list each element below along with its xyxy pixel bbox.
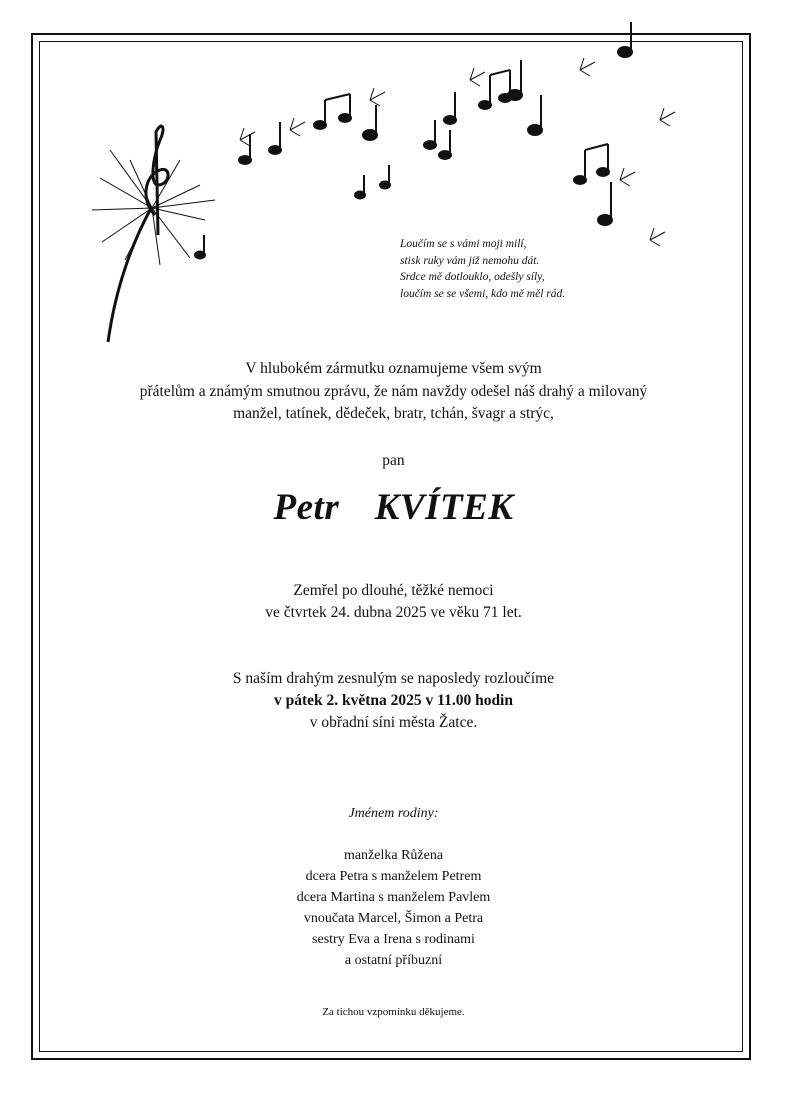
funeral-info (0, 668, 787, 734)
dandelion-music-notes-illustration (40, 10, 740, 350)
poem-line: stisk ruky vám již nemohu dát. (400, 254, 540, 267)
family-members (0, 845, 787, 971)
announcement-line: V hlubokém zármutku oznamujeme všem svým (245, 360, 542, 377)
farewell-poem (400, 236, 565, 302)
family-member: dcera Martina s manželem Pavlem (296, 890, 491, 905)
death-info (0, 580, 787, 624)
death-line: ve čtvrtek 24. dubna 2025 ve věku 71 let. (265, 604, 522, 621)
death-line: Zemřel po dlouhé, těžké nemoci (293, 582, 494, 599)
family-member: dcera Petra s manželem Petrem (305, 869, 482, 884)
deceased-name: Petr KVÍTEK (273, 487, 514, 528)
poem-line: Loučím se s vámi moji milí, (400, 238, 527, 250)
family-member: manželka Růžena (343, 848, 444, 863)
closing-thanks: Za tichou vzpomínku děkujeme. (322, 1006, 465, 1018)
announcement-line: přátelům a známým smutnou zprávu, že nám navždy odešel náš drahý a milovaný (139, 382, 648, 400)
announcement-line: manžel, tatínek, dědeček, bratr, tchán, švagr a strýc, (233, 405, 554, 422)
honorific: pan (382, 452, 405, 469)
funeral-datetime: v pátek 2. května 2025 v 11.00 hodin (273, 692, 513, 709)
funeral-intro: S naším drahým zesnulým se naposledy rozloučíme (232, 670, 555, 687)
family-member: vnoučata Marcel, Šimon a Petra (303, 911, 484, 926)
family-member: sestry Eva a Irena s rodinami (312, 932, 475, 947)
family-member: a ostatní příbuzní (344, 953, 443, 968)
poem-line: loučím se se všemi, kdo mě měl rád. (400, 287, 566, 300)
funeral-place: v obřadní síni města Žatce. (309, 714, 478, 731)
family-heading: Jménem rodiny: (348, 806, 439, 821)
announcement-text (0, 358, 787, 426)
poem-line: Srdce mě dotlouklo, odešly síly, (400, 271, 545, 283)
